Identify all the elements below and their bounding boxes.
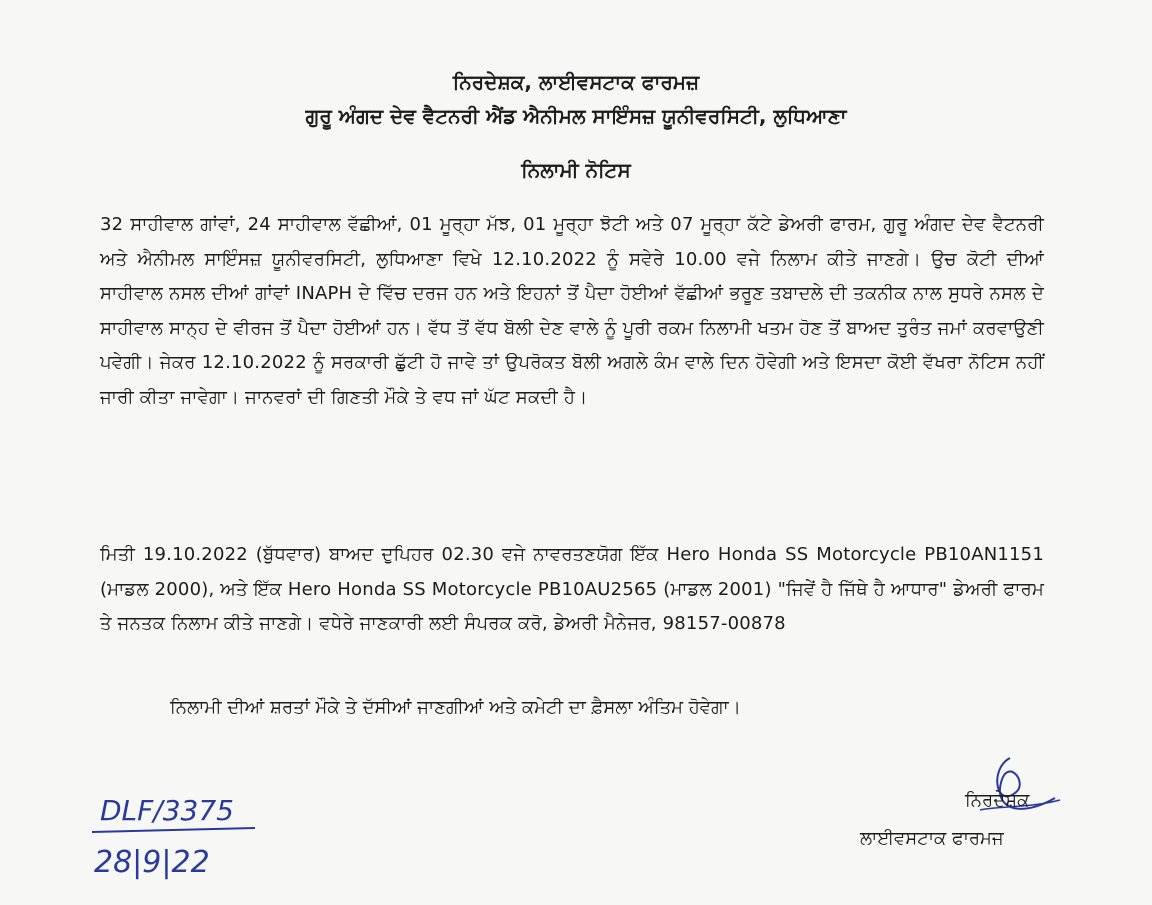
office-heading: ਨਿਰਦੇਸ਼ਕ, ਲਾਈਵਸਟਾਕ ਫਾਰਮਜ਼	[452, 70, 700, 94]
handwritten-reference: DLF/3375	[100, 794, 234, 827]
signature-scribble	[960, 748, 1070, 828]
handwritten-date: 28|9|22	[94, 845, 210, 880]
handwritten-reference-stamp	[80, 780, 280, 890]
signatory-title: ਨਿਰਦੇਸ਼ਕ	[965, 790, 1030, 811]
auction-terms-line: ਨਿਲਾਮੀ ਦੀਆਂ ਸ਼ਰਤਾਂ ਮੌਕੇ ਤੇ ਦੱਸੀਆਂ ਜਾਣਗੀਆਂ ਅਤੇ ਕਮੇਟੀ ਦਾ ਫ਼ੈਸਲਾ ਅੰਤਿਮ ਹੋਵੇਗਾ।	[170, 697, 741, 718]
auction-paragraph-motorcycles: ਮਿਤੀ 19.10.2022 (ਬੁੱਧਵਾਰ) ਬਾਅਦ ਦੁਪਿਹਰ 02.30 ਵਜੇ ਨਾਵਰਤਣਯੋਗ ਇੱਕ Hero Honda SS Motorcycle PB10AN1151 (ਮਾਡਲ 2000), ਅਤੇ ਇੱਕ Hero Honda SS Motorcycle PB10AU2565 (ਮਾਡਲ 2001) "ਜਿਵੇਂ ਹੈ ਜਿੱਥੇ ਹੈ ਆਧਾਰ" ਡੇਅਰੀ ਫਾਰਮ ਤੇ ਜਨਤਕ ਨਿਲਾਮ ਕੀਤੇ ਜਾਣਗੇ। ਵਧੇਰੇ ਜਾਣਕਾਰੀ ਲਈ ਸੰਪਰਕ ਕਰੋ, ਡੇਅਰੀ ਮੈਨੇਜਰ, 98157-00878	[100, 544, 1044, 634]
notice-title: ਨਿਲਾਮੀ ਨੋਟਿਸ	[521, 158, 631, 182]
signatory-designation: ਲਾਈਵਸਟਾਕ ਫਾਰਮਜ	[860, 828, 1004, 849]
university-heading: ਗੁਰੂ ਅੰਗਦ ਦੇਵ ਵੈਟਨਰੀ ਐਂਡ ਐਨੀਮਲ ਸਾਇੰਸਜ਼ ਯੂਨੀਵਰਸਿਟੀ, ਲੁਧਿਆਣਾ	[305, 104, 847, 128]
auction-paragraph-livestock: 32 ਸਾਹੀਵਾਲ ਗਾਂਵਾਂ, 24 ਸਾਹੀਵਾਲ ਵੱਛੀਆਂ, 01 ਮੂਰ੍ਹਾ ਮੱਝ, 01 ਮੂਰ੍ਹਾ ਝੋਟੀ ਅਤੇ 07 ਮੂਰ੍ਹਾ ਕੱਟੇ ਡੇਅਰੀ ਫਾਰਮ, ਗੁਰੂ ਅੰਗਦ ਦੇਵ ਵੈਟਨਰੀ ਅਤੇ ਐਨੀਮਲ ਸਾਇੰਸਜ਼ ਯੂਨੀਵਰਸਿਟੀ, ਲੁਧਿਆਣਾ ਵਿਖੇ 12.10.2022 ਨੂੰ ਸਵੇਰੇ 10.00 ਵਜੇ ਨਿਲਾਮ ਕੀਤੇ ਜਾਣਗੇ। ਉਚ ਕੋਟੀ ਦੀਆਂ ਸਾਹੀਵਾਲ ਨਸਲ ਦੀਆਂ ਗਾਂਵਾਂ INAPH ਦੇ ਵਿੱਚ ਦਰਜ ਹਨ ਅਤੇ ਇਹਨਾਂ ਤੋਂ ਪੈਦਾ ਹੋਈਆਂ ਵੱਛੀਆਂ ਭਰੂਣ ਤਬਾਦਲੇ ਦੀ ਤਕਨੀਕ ਨਾਲ ਸੁਧਰੇ ਨਸਲ ਦੇ ਸਾਹੀਵਾਲ ਸਾਨ੍ਹ ਦੇ ਵੀਰਜ ਤੋਂ ਪੈਦਾ ਹੋਈਆਂ ਹਨ। ਵੱਧ ਤੋਂ ਵੱਧ ਬੋਲੀ ਦੇਣ ਵਾਲੇ ਨੂੰ ਪੂਰੀ ਰਕਮ ਨਿਲਾਮੀ ਖਤਮ ਹੋਣ ਤੋਂ ਬਾਅਦ ਤੁਰੰਤ ਜਮਾਂ ਕਰਵਾਉਣੀ ਪਵੇਗੀ। ਜੇਕਰ 12.10.2022 ਨੂੰ ਸਰਕਾਰੀ ਛੁੱਟੀ ਹੋ ਜਾਵੇ ਤਾਂ ਉਪਰੋਕਤ ਬੋਲੀ ਅਗਲੇ ਕੰਮ ਵਾਲੇ ਦਿਨ ਹੋਵੇਗੀ ਅਤੇ ਇਸਦਾ ਕੋਈ ਵੱਖਰਾ ਨੋਟਿਸ ਨਹੀਂ ਜਾਰੀ ਕੀਤਾ ਜਾਵੇਗਾ। ਜਾਨਵਰਾਂ ਦੀ ਗਿਣਤੀ ਮੌਕੇ ਤੇ ਵਧ ਜਾਂ ਘੱਟ ਸਕਦੀ ਹੈ।	[100, 214, 1044, 408]
